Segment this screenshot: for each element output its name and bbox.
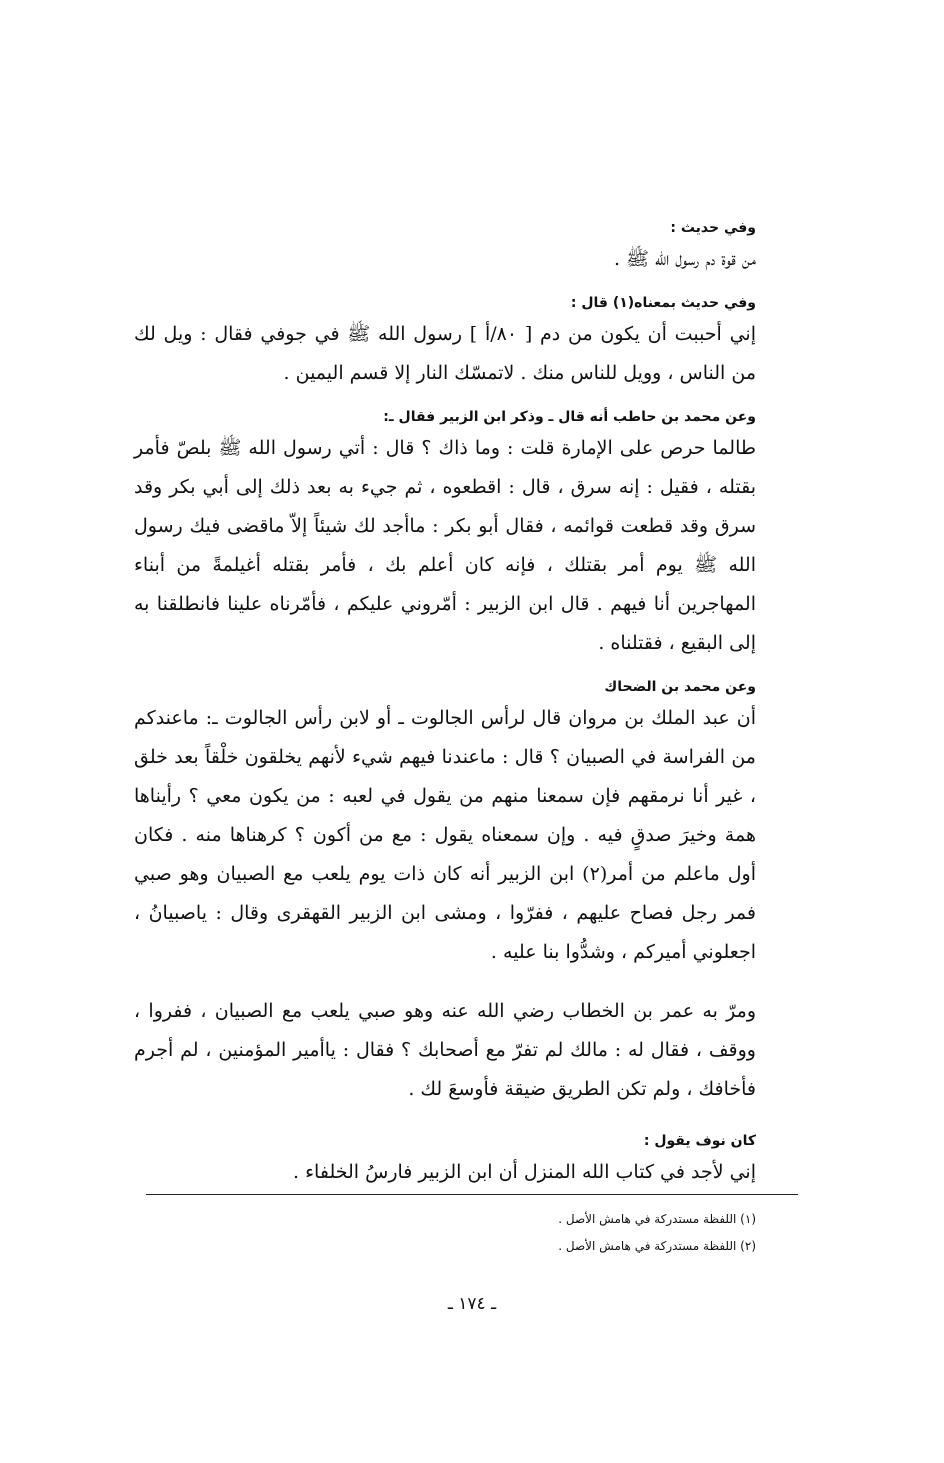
section-body: من قوة دم رسول الله ﷺ . <box>613 248 756 270</box>
section-heading: وفي حديث : <box>670 220 756 236</box>
section-heading: كان نوف يقول : <box>643 1133 756 1149</box>
footnotes <box>134 1206 756 1260</box>
section-heading: وعن محمد بن حاطب أنه قال ـ وذكر ابن الزبير فقال ـ: <box>383 409 756 425</box>
section-body: أن عبد الملك بن مروان قال لرأس الجالوت ـ أو لابن رأس الجالوت ـ: ماعندكم من الفراسة في الصبيان ؟ قال : ماعندنا فيهم شيء لأنهم يخلقون خلْقاً بعد خلق ، غير أنا نرمقهم فإن سمعنا منهم من يقول في لعبه : من يكون معي ؟ رأيناها همة وخيرَ صدقٍ فيه . وإن سمعناه يقول : مع من أكون ؟ كرهناها منه . فكان أول ماعلم من أمر(٢) ابن الزبير أنه كان ذات يوم يلعب مع الصبيان وهو صبي فمر رجل فصاح عليهم ، ففرّوا ، ومشى ابن الزبير القهقرى وقال : ياصبيانُ ، اجعلوني أميركم ، وشدُّوا بنا عليه . <box>134 707 756 963</box>
main-text <box>134 216 756 1192</box>
footnote: (٢) اللفظة مستدركة في هامش الأصل . <box>558 1239 756 1253</box>
page-number: ـ ١٧٤ ـ <box>447 1294 497 1314</box>
section-body: إني لأجد في كتاب الله المنزل أن ابن الزبير فارسُ الخلفاء . <box>293 1161 756 1183</box>
section-body: ومرّ به عمر بن الخطاب رضي الله عنه وهو صبي يلعب مع الصبيان ، ففروا ، ووقف ، فقال له : مالك لم تفرّ مع أصحابك ؟ فقال : ياأمير المؤمنين ، لم أجرم فأخافك ، ولم تكن الطريق ضيقة فأوسعَ لك . <box>134 1000 756 1100</box>
section-body: إني أحببت أن يكون من دم [ ٨٠/أ ] رسول الله ﷺ في جوفي فقال : ويل لك من الناس ، وويل للناس منك . لاتمسّك النار إلا قسم اليمين . <box>134 323 756 384</box>
footnote-divider <box>146 1194 798 1195</box>
section-heading: وفي حديث بمعناه(١) قال : <box>570 295 756 311</box>
section-heading: وعن محمد بن الضحاك <box>604 679 756 695</box>
section-body: طالما حرص على الإمارة قلت : وما ذاك ؟ قال : أتي رسول الله ﷺ بلصّ فأمر بقتله ، فقيل : إنه سرق ، قال : اقطعوه ، ثم جيء به بعد ذلك إلى أبي بكر وقد سرق وقد قطعت قوائمه ، فقال أبو بكر : ماأجد لك شيئاً إلاّ ماقضى فيك رسول الله ﷺ يوم أمر بقتلك ، فإنه كان أعلم بك ، فأمر بقتله أغيلمةً من أبناء المهاجرين أنا فيهم . قال ابن الزبير : أمّروني عليكم ، فأمّرناه علينا فانطلقنا به إلى البقيع ، فقتلناه . <box>134 437 756 654</box>
footnote: (١) اللفظة مستدركة في هامش الأصل . <box>558 1212 756 1226</box>
